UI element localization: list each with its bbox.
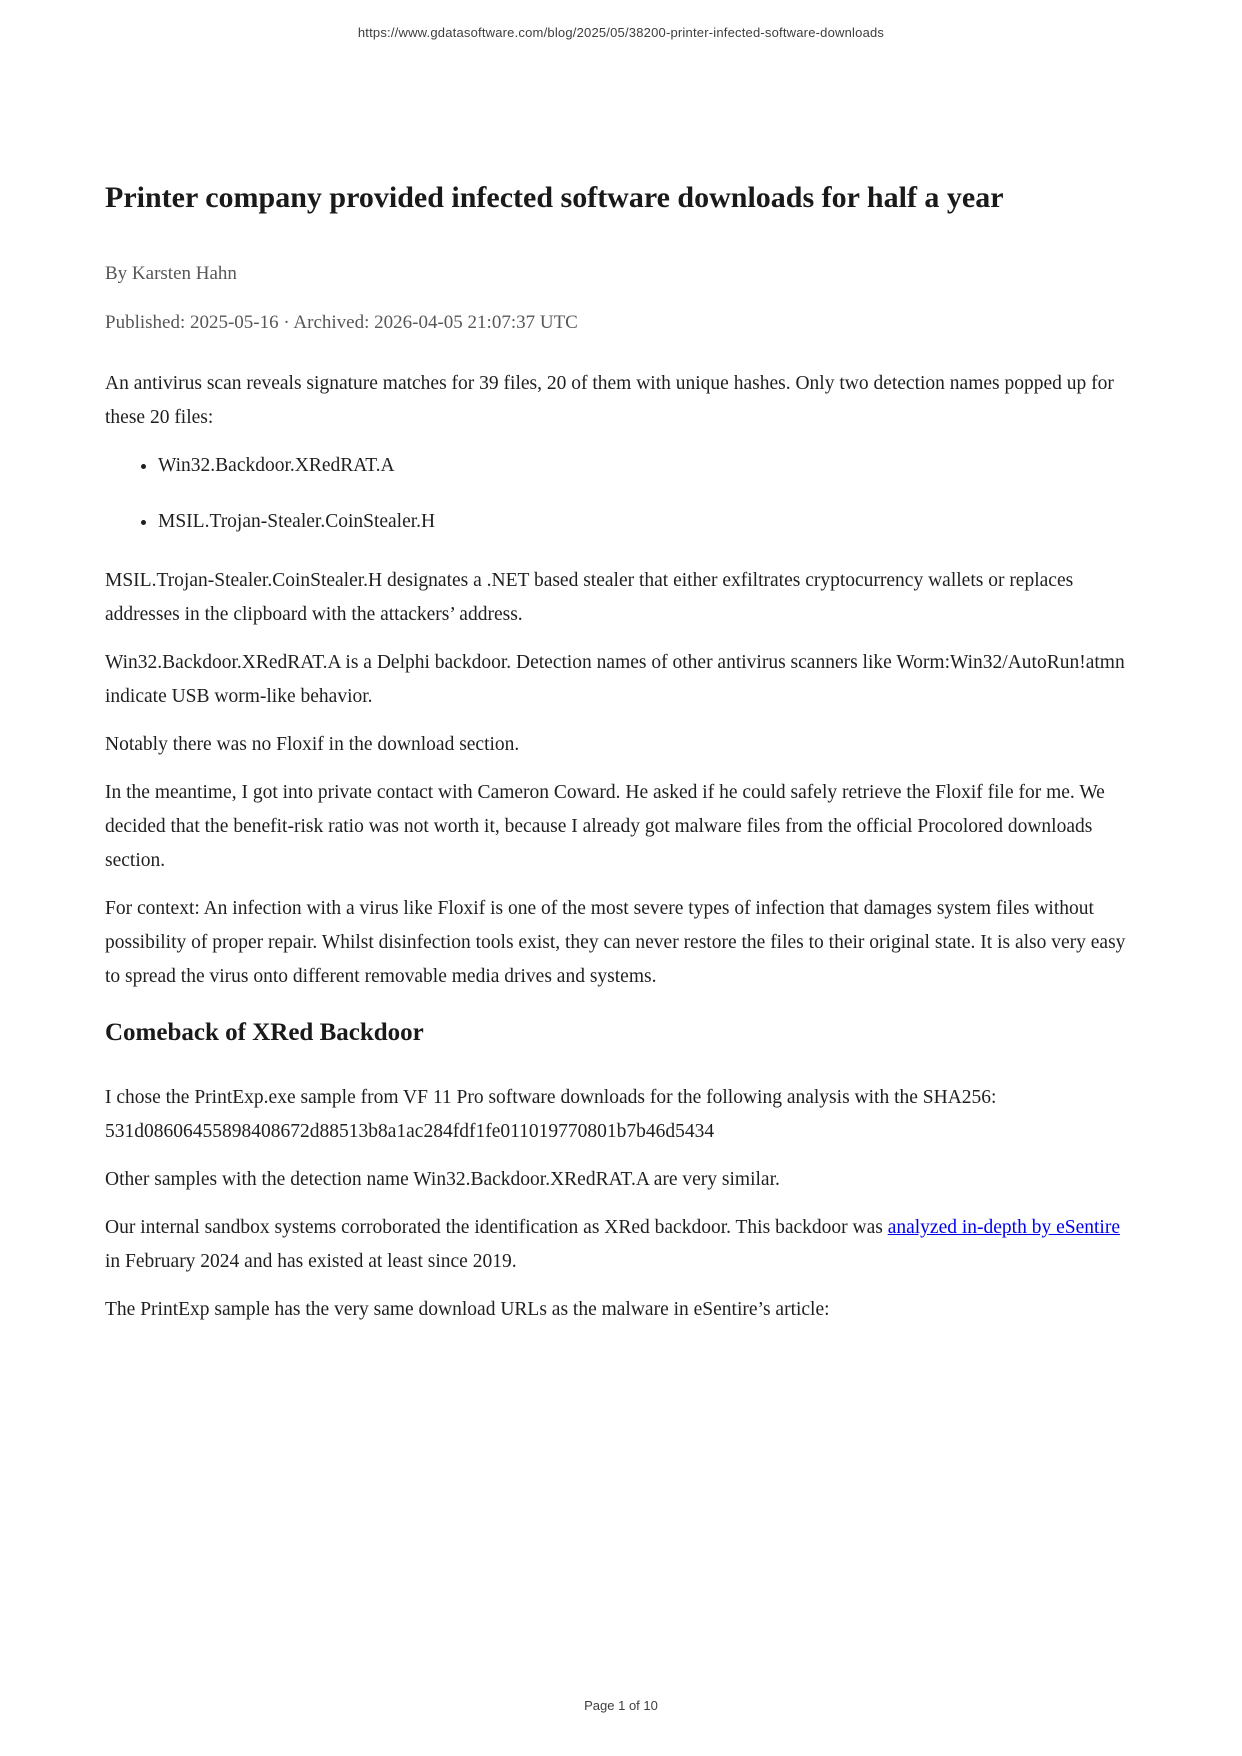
paragraph-same-urls: The PrintExp sample has the very same download URLs as the malware in eSentire’s article:: [105, 1299, 830, 1320]
paragraph-intro: An antivirus scan reveals signature matches for 39 files, 20 of them with unique hashes. Only two detection names popped up for these 20 files:: [105, 373, 1114, 428]
page-title: Printer company provided infected software downloads for half a year: [105, 181, 1004, 214]
paragraph-msil: MSIL.Trojan-Stealer.CoinStealer.H designates a .NET based stealer that either exfiltrates cryptocurrency wallets or replaces addresses in the clipboard with the attackers’ address.: [105, 570, 1074, 625]
paragraph-meantime: In the meantime, I got into private contact with Cameron Coward. He asked if he could safely retrieve the Floxif file for me. We decided that the benefit-risk ratio was not worth it, because I already got malware files from the official Procolored downloads section.: [105, 782, 1105, 871]
article: [105, 179, 1137, 1327]
esentire-analysis-link[interactable]: analyzed in-depth by eSentire: [887, 1217, 1120, 1238]
source-url: https://www.gdatasoftware.com/blog/2025/05/38200-printer-infected-software-downloads: [357, 25, 885, 40]
paragraph-win32: Win32.Backdoor.XRedRAT.A is a Delphi backdoor. Detection names of other antivirus scanners like Worm:Win32/AutoRun!atmn indicate USB worm-like behavior.: [105, 652, 1125, 707]
paragraph-sandbox: [105, 1211, 1137, 1279]
list-item-detection: • Win32.Backdoor.XRedRAT.A: [158, 449, 1137, 483]
print-header: [0, 0, 1242, 40]
detection-list: [105, 449, 1137, 539]
paragraph-context: For context: An infection with a virus like Floxif is one of the most severe types of infection that damages system files without possibility of proper repair. Whilst disinfection tools exist, they can never restore the files to their original state. It is also very easy to spread the virus onto different removable media drives and systems.: [105, 898, 1126, 987]
sandbox-text-post: in February 2024 and has existed at least since 2019.: [105, 1251, 517, 1272]
paragraph-notably: Notably there was no Floxif in the download section.: [105, 734, 520, 755]
paragraph-other-samples: Other samples with the detection name Win32.Backdoor.XRedRAT.A are very similar.: [105, 1169, 780, 1190]
published-archived-meta: Published: 2025-05-16 · Archived: 2026-04-05 21:07:37 UTC: [105, 312, 578, 333]
byline: By Karsten Hahn: [105, 263, 237, 284]
list-item-detection: • MSIL.Trojan-Stealer.CoinStealer.H: [158, 505, 1137, 539]
paragraph-sample-sha256: I chose the PrintExp.exe sample from VF 11 Pro software downloads for the following analysis with the SHA256: 531d08606455898408672d88513b8a1ac284fdf1fe011019770801b7b46d5434: [105, 1087, 997, 1142]
sandbox-text-pre: Our internal sandbox systems corroborated the identification as XRed backdoor. This backdoor was: [105, 1217, 888, 1238]
section-heading: Comeback of XRed Backdoor: [105, 1019, 424, 1046]
page-footer: [0, 1698, 1242, 1713]
page-number: Page 1 of 10: [584, 1698, 658, 1713]
